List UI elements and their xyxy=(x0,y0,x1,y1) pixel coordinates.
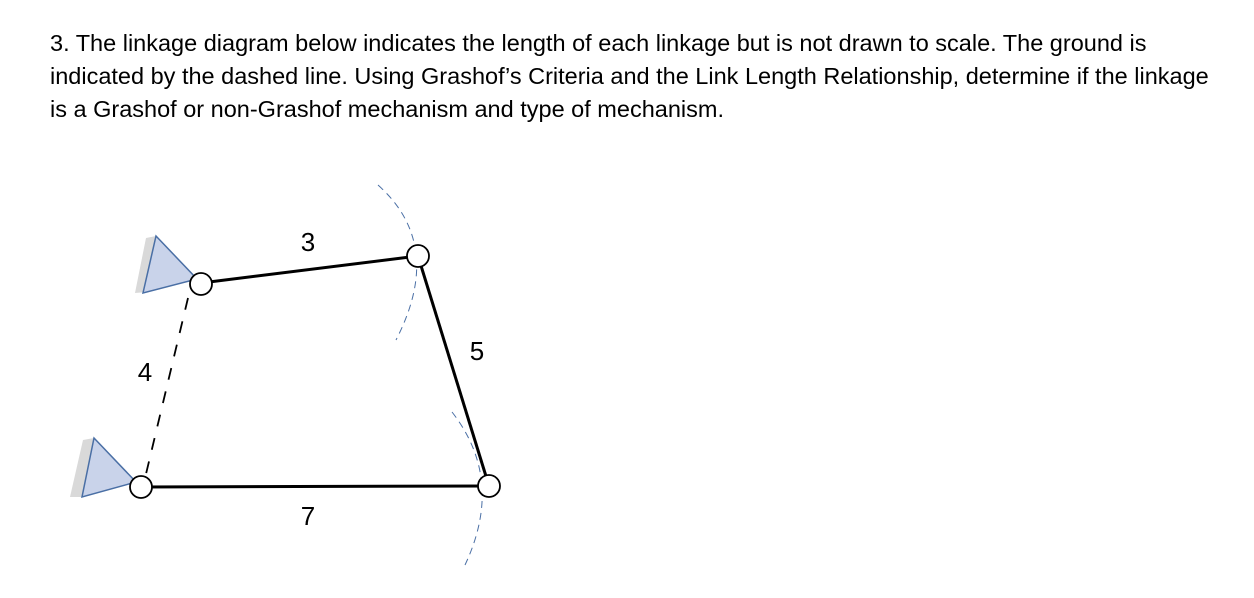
joint-bottom-right xyxy=(478,475,500,497)
label-link-bottom: 7 xyxy=(300,501,316,531)
link-right xyxy=(418,256,489,486)
joint-top-left xyxy=(190,273,212,295)
link-bottom xyxy=(141,486,489,487)
link-top xyxy=(201,256,418,283)
joint-top-right xyxy=(407,245,429,267)
label-link-ground: 4 xyxy=(137,357,153,387)
label-link-top: 3 xyxy=(300,227,316,257)
problem-statement: 3. The linkage diagram below indicates the length of each linkage but is not drawn to scale. The ground is indicated by the dashed line. Using Grashof’s Criteria and the Link Length Relationship, determine if the linkage is a Grashof or non-Grashof mechanism and type of mechanism. xyxy=(50,30,1209,122)
label-link-right: 5 xyxy=(469,336,485,366)
joint-bottom-left xyxy=(130,476,152,498)
ground-link-dashed xyxy=(146,298,188,474)
